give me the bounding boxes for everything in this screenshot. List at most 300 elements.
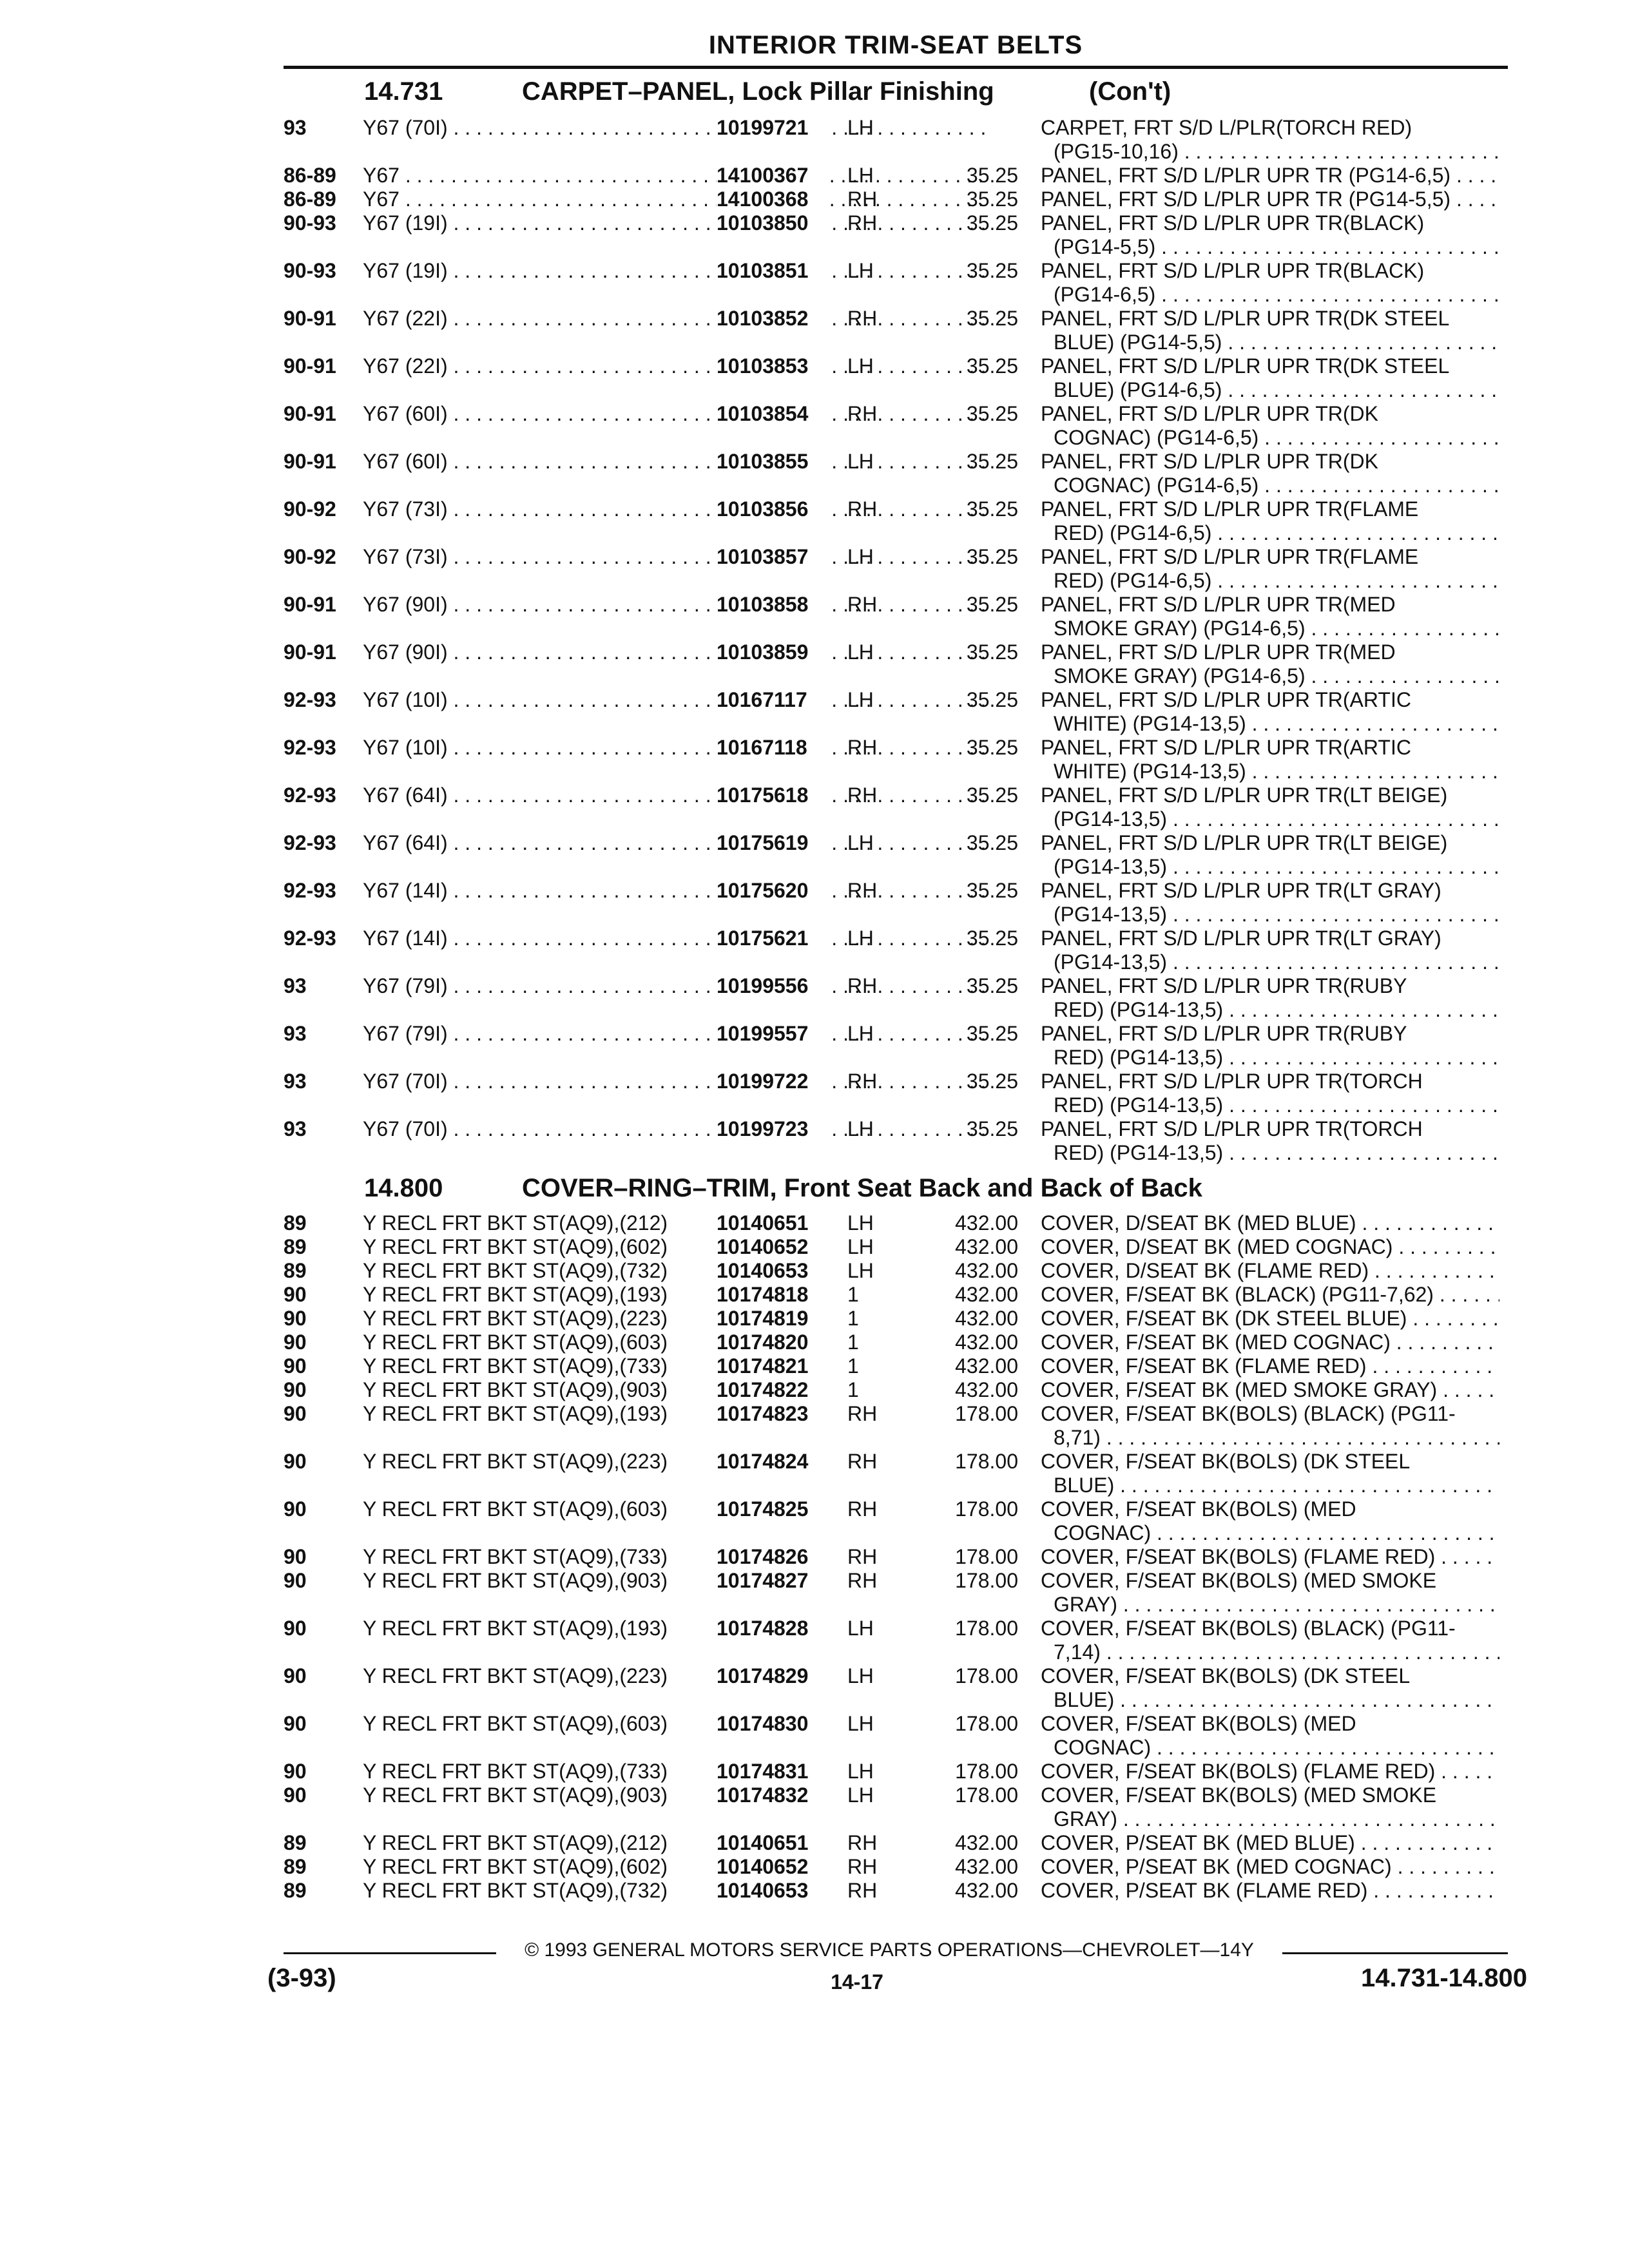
description-line-1: COVER, F/SEAT BK (MED SMOKE GRAY) . . . [1041, 1378, 1499, 1402]
model-year: 93 [284, 1117, 307, 1140]
part-number: 10103850 [717, 211, 830, 235]
part-number: 10175620 [717, 879, 830, 903]
usage-code: Y RECL FRT BKT ST(AQ9),(903) [363, 1783, 668, 1807]
description-line-2: 7,14) . . . [1041, 1640, 1499, 1664]
part-description [1041, 1855, 1499, 1879]
model-year: 92-93 [284, 831, 336, 854]
description-line-2: RED) (PG14-13,5) . . . [1041, 1046, 1499, 1070]
table-row [284, 1617, 1521, 1664]
usage-code: Y RECL FRT BKT ST(AQ9),(903) [363, 1569, 668, 1592]
price: 35.25 [966, 640, 1018, 664]
table-row [284, 1569, 1521, 1617]
description-line-1: PANEL, FRT S/D L/PLR UPR TR(RUBY [1041, 1022, 1407, 1045]
usage-code: Y RECL FRT BKT ST(AQ9),(603) [363, 1497, 668, 1521]
description-line-1: PANEL, FRT S/D L/PLR UPR TR(MED [1041, 593, 1396, 616]
description-line-2: (PG15-10,16) . . . [1041, 140, 1499, 164]
usage-code: Y RECL FRT BKT ST(AQ9),(603) [363, 1331, 668, 1354]
quantity: LH [847, 1022, 874, 1045]
part-number: 10167118 [717, 736, 830, 760]
part-description [1041, 1879, 1499, 1903]
description-line-2: (PG14-13,5) . . . [1041, 903, 1499, 927]
quantity: RH [847, 879, 878, 902]
description-line-1: PANEL, FRT S/D L/PLR UPR TR(FLAME [1041, 497, 1419, 521]
usage-code: Y67 . . . [363, 187, 985, 211]
description-line-1: PANEL, FRT S/D L/PLR UPR TR(LT BEIGE) [1041, 783, 1448, 807]
part-description [1041, 1783, 1499, 1831]
usage-code: Y67 (79I) . . . [363, 1022, 985, 1046]
description-line-1: COVER, F/SEAT BK (BLACK) (PG11-7,62) . . . [1041, 1283, 1499, 1307]
quantity: RH [847, 307, 878, 330]
price: 432.00 [955, 1235, 1018, 1258]
part-description [1041, 688, 1499, 736]
part-description [1041, 974, 1499, 1022]
description-line-1: PANEL, FRT S/D L/PLR UPR TR(LT BEIGE) [1041, 831, 1448, 854]
table-row [284, 1783, 1521, 1831]
table-row [284, 1307, 1521, 1331]
price: 35.25 [966, 497, 1018, 521]
part-description [1041, 259, 1499, 307]
description-line-2: RED) (PG14-13,5) . . . [1041, 1093, 1499, 1117]
model-year: 93 [284, 1022, 307, 1045]
part-description [1041, 116, 1499, 164]
price: 432.00 [955, 1307, 1018, 1330]
part-description [1041, 1354, 1499, 1378]
description-line-1: PANEL, FRT S/D L/PLR UPR TR(TORCH [1041, 1070, 1423, 1093]
footer-page-number: 14-17 [831, 1970, 883, 1994]
description-line-2: 8,71) . . . [1041, 1426, 1499, 1450]
quantity: RH [847, 1070, 878, 1093]
price: 35.25 [966, 354, 1018, 378]
part-number: 10175621 [717, 927, 830, 950]
price: 178.00 [955, 1545, 1018, 1568]
table-row [284, 354, 1521, 402]
part-description [1041, 1450, 1499, 1497]
usage-code: Y67 (14I) . . . [363, 879, 985, 903]
model-year: 89 [284, 1259, 307, 1282]
part-number: 10174830 [717, 1712, 830, 1736]
model-year: 90-91 [284, 307, 336, 330]
quantity: RH [847, 736, 878, 759]
table-row [284, 1283, 1521, 1307]
description-line-2: COGNAC) . . . [1041, 1521, 1499, 1545]
usage-code: Y67 (60I) . . . [363, 450, 985, 474]
quantity: RH [847, 1879, 878, 1902]
part-description [1041, 1307, 1499, 1331]
usage-code: Y RECL FRT BKT ST(AQ9),(212) [363, 1211, 668, 1235]
part-number: 10174823 [717, 1402, 830, 1426]
description-line-1: COVER, F/SEAT BK (MED COGNAC) . . . [1041, 1331, 1499, 1354]
usage-code: Y RECL FRT BKT ST(AQ9),(903) [363, 1378, 668, 1401]
description-line-1: PANEL, FRT S/D L/PLR UPR TR(MED [1041, 640, 1396, 664]
table-row [284, 1378, 1521, 1402]
price: 432.00 [955, 1879, 1018, 1902]
part-description [1041, 1283, 1499, 1307]
model-year: 86-89 [284, 187, 336, 211]
part-description [1041, 1760, 1499, 1783]
usage-code: Y RECL FRT BKT ST(AQ9),(732) [363, 1879, 668, 1902]
quantity: RH [847, 1450, 878, 1473]
quantity: 1 [847, 1354, 859, 1378]
table-row [284, 1879, 1521, 1903]
table-row [284, 831, 1521, 879]
usage-code: Y67 (70I) . . . [363, 1117, 985, 1141]
description-line-2: RED) (PG14-13,5) . . . [1041, 998, 1499, 1022]
description-line-2: WHITE) (PG14-13,5) . . . [1041, 712, 1499, 736]
part-number: 10140652 [717, 1235, 830, 1259]
description-line-1: COVER, F/SEAT BK(BOLS) (DK STEEL [1041, 1450, 1411, 1473]
usage-code: Y67 . . . [363, 164, 985, 187]
quantity: 1 [847, 1283, 859, 1306]
model-year: 90-91 [284, 354, 336, 378]
description-line-1: COVER, F/SEAT BK(BOLS) (FLAME RED) . . . [1041, 1545, 1499, 1569]
price: 35.25 [966, 1070, 1018, 1093]
model-year: 90 [284, 1378, 307, 1401]
description-line-1: PANEL, FRT S/D L/PLR UPR TR(DK STEEL [1041, 307, 1450, 330]
table-row [284, 402, 1521, 450]
table-row [284, 1117, 1521, 1165]
usage-code: Y67 (60I) . . . [363, 402, 985, 426]
description-line-1: COVER, D/SEAT BK (MED BLUE) . . . [1041, 1211, 1499, 1235]
description-line-1: PANEL, FRT S/D L/PLR UPR TR(BLACK) [1041, 259, 1425, 282]
part-number: 14100367 [717, 164, 830, 187]
description-line-1: PANEL, FRT S/D L/PLR UPR TR(LT GRAY) [1041, 879, 1441, 902]
description-line-1: COVER, F/SEAT BK(BOLS) (MED [1041, 1712, 1356, 1735]
description-line-1: COVER, F/SEAT BK(BOLS) (DK STEEL [1041, 1664, 1411, 1687]
model-year: 89 [284, 1831, 307, 1854]
description-line-1: PANEL, FRT S/D L/PLR UPR TR(DK [1041, 450, 1378, 473]
description-line-2: GRAY) . . . [1041, 1593, 1499, 1617]
quantity: RH [847, 211, 878, 235]
model-year: 90 [284, 1712, 307, 1735]
usage-code: Y67 (10I) . . . [363, 736, 985, 760]
part-description [1041, 497, 1499, 545]
table-row [284, 211, 1521, 259]
description-line-2: (PG14-13,5) . . . [1041, 950, 1499, 974]
description-line-1: COVER, F/SEAT BK(BOLS) (MED SMOKE [1041, 1569, 1437, 1592]
price: 432.00 [955, 1378, 1018, 1401]
usage-code: Y RECL FRT BKT ST(AQ9),(223) [363, 1450, 668, 1473]
quantity: LH [847, 1760, 874, 1783]
quantity: LH [847, 164, 874, 187]
usage-code: Y RECL FRT BKT ST(AQ9),(603) [363, 1712, 668, 1735]
part-description [1041, 1664, 1499, 1712]
price: 432.00 [955, 1283, 1018, 1306]
part-description [1041, 1022, 1499, 1070]
quantity: LH [847, 259, 874, 282]
quantity: RH [847, 1497, 878, 1521]
part-number: 10174819 [717, 1307, 830, 1331]
model-year: 90 [284, 1569, 307, 1592]
usage-code: Y RECL FRT BKT ST(AQ9),(733) [363, 1760, 668, 1783]
description-line-1: COVER, F/SEAT BK(BOLS) (MED SMOKE [1041, 1783, 1437, 1807]
price: 178.00 [955, 1712, 1018, 1735]
model-year: 90-93 [284, 211, 336, 235]
part-description [1041, 1211, 1499, 1235]
part-number: 10140652 [717, 1855, 830, 1879]
part-description [1041, 545, 1499, 593]
usage-code: Y67 (64I) . . . [363, 783, 985, 807]
usage-code: Y RECL FRT BKT ST(AQ9),(733) [363, 1354, 668, 1378]
description-line-2: RED) (PG14-6,5) . . . [1041, 521, 1499, 545]
quantity: LH [847, 1664, 874, 1687]
price: 432.00 [955, 1831, 1018, 1854]
description-line-1: PANEL, FRT S/D L/PLR UPR TR(DK STEEL [1041, 354, 1450, 378]
table-row [284, 1354, 1521, 1378]
table-row [284, 1070, 1521, 1117]
usage-code: Y67 (90I) . . . [363, 640, 985, 664]
part-number: 10199723 [717, 1117, 830, 1141]
description-line-1: COVER, D/SEAT BK (FLAME RED) . . . [1041, 1259, 1499, 1283]
description-line-2: GRAY) . . . [1041, 1807, 1499, 1831]
model-year: 90-91 [284, 450, 336, 473]
price: 432.00 [955, 1331, 1018, 1354]
table-row [284, 1402, 1521, 1450]
part-number: 10175618 [717, 783, 830, 807]
price: 35.25 [966, 307, 1018, 330]
quantity: RH [847, 1831, 878, 1854]
model-year: 89 [284, 1855, 307, 1878]
price: 178.00 [955, 1450, 1018, 1473]
part-description [1041, 879, 1499, 927]
description-line-2: SMOKE GRAY) (PG14-6,5) . . . [1041, 617, 1499, 640]
description-line-1: COVER, P/SEAT BK (FLAME RED) . . . [1041, 1879, 1499, 1903]
usage-code: Y67 (73I) . . . [363, 545, 985, 569]
quantity: LH [847, 927, 874, 950]
price: 35.25 [966, 974, 1018, 997]
model-year: 90-92 [284, 545, 336, 568]
table-row [284, 164, 1521, 187]
table-row [284, 1235, 1521, 1259]
usage-code: Y RECL FRT BKT ST(AQ9),(602) [363, 1235, 668, 1258]
model-year: 90 [284, 1307, 307, 1330]
quantity: RH [847, 1855, 878, 1878]
quantity: RH [847, 1545, 878, 1568]
description-line-2: SMOKE GRAY) (PG14-6,5) . . . [1041, 664, 1499, 688]
part-description [1041, 1402, 1499, 1450]
description-line-2: (PG14-6,5) . . . [1041, 283, 1499, 307]
table-row [284, 593, 1521, 640]
footer-date-code: (3-93) [267, 1964, 336, 1992]
quantity: LH [847, 354, 874, 378]
usage-code: Y RECL FRT BKT ST(AQ9),(602) [363, 1855, 668, 1878]
part-description [1041, 640, 1499, 688]
table-row [284, 688, 1521, 736]
description-line-1: COVER, D/SEAT BK (MED COGNAC) . . . [1041, 1235, 1499, 1259]
page-title: INTERIOR TRIM-SEAT BELTS [708, 31, 1083, 59]
table-row [284, 879, 1521, 927]
table-row [284, 1022, 1521, 1070]
part-number: 10174826 [717, 1545, 830, 1569]
model-year: 90 [284, 1617, 307, 1640]
description-line-2: COGNAC) . . . [1041, 1736, 1499, 1760]
section-heading-14800 [284, 1174, 1508, 1211]
part-number: 10174818 [717, 1283, 830, 1307]
description-line-1: COVER, F/SEAT BK(BOLS) (FLAME RED) . . . [1041, 1760, 1499, 1783]
part-number: 10174828 [717, 1617, 830, 1640]
part-number: 10174822 [717, 1378, 830, 1402]
model-year: 89 [284, 1879, 307, 1902]
model-year: 90-91 [284, 402, 336, 425]
price: 35.25 [966, 402, 1018, 425]
quantity: LH [847, 1712, 874, 1735]
part-number: 10103859 [717, 640, 830, 664]
description-line-1: CARPET, FRT S/D L/PLR(TORCH RED) [1041, 116, 1412, 139]
price: 432.00 [955, 1211, 1018, 1235]
table-row [284, 187, 1521, 211]
table-row [284, 1259, 1521, 1283]
usage-code: Y67 (22I) . . . [363, 307, 985, 331]
description-line-2: (PG14-5,5) . . . [1041, 235, 1499, 259]
part-number: 14100368 [717, 187, 830, 211]
part-description [1041, 1569, 1499, 1617]
quantity: LH [847, 831, 874, 854]
description-line-2: WHITE) (PG14-13,5) . . . [1041, 760, 1499, 783]
quantity: LH [847, 1617, 874, 1640]
description-line-1: PANEL, FRT S/D L/PLR UPR TR (PG14-6,5) . . . [1041, 164, 1499, 187]
quantity: LH [847, 640, 874, 664]
description-line-1: PANEL, FRT S/D L/PLR UPR TR(TORCH [1041, 1117, 1423, 1140]
description-line-1: PANEL, FRT S/D L/PLR UPR TR(DK [1041, 402, 1378, 425]
usage-code: Y RECL FRT BKT ST(AQ9),(732) [363, 1259, 668, 1282]
model-year: 90 [284, 1497, 307, 1521]
part-number: 10167117 [717, 688, 830, 712]
usage-code: Y67 (22I) . . . [363, 354, 985, 378]
usage-code: Y67 (10I) . . . [363, 688, 985, 712]
usage-code: Y RECL FRT BKT ST(AQ9),(193) [363, 1283, 668, 1306]
model-year: 90 [284, 1402, 307, 1425]
price: 35.25 [966, 1117, 1018, 1140]
part-description [1041, 1331, 1499, 1354]
table-row [284, 450, 1521, 497]
description-line-2: BLUE) (PG14-6,5) . . . [1041, 378, 1499, 402]
description-line-1: PANEL, FRT S/D L/PLR UPR TR(BLACK) [1041, 211, 1425, 235]
model-year: 90 [284, 1664, 307, 1687]
footer-rule-left [284, 1952, 496, 1954]
model-year: 93 [284, 116, 307, 139]
part-description [1041, 1712, 1499, 1760]
parts-list-14731 [284, 116, 1521, 1165]
section-title: COVER–RING–TRIM, Front Seat Back and Back of Back [522, 1174, 1202, 1202]
description-line-1: PANEL, FRT S/D L/PLR UPR TR (PG14-5,5) . . . [1041, 187, 1499, 211]
parts-list-14800 [284, 1211, 1521, 1903]
part-number: 10103852 [717, 307, 830, 331]
table-row [284, 736, 1521, 783]
description-line-1: PANEL, FRT S/D L/PLR UPR TR(ARTIC [1041, 688, 1411, 711]
model-year: 90 [284, 1760, 307, 1783]
table-row [284, 1497, 1521, 1545]
table-row [284, 545, 1521, 593]
price: 35.25 [966, 879, 1018, 902]
description-line-1: COVER, F/SEAT BK (FLAME RED) . . . [1041, 1354, 1499, 1378]
footer-copyright: © 1993 GENERAL MOTORS SERVICE PARTS OPERATIONS—CHEVROLET—14Y [525, 1939, 1254, 1961]
price: 35.25 [966, 831, 1018, 854]
price: 35.25 [966, 927, 1018, 950]
part-number: 10103853 [717, 354, 830, 378]
model-year: 92-93 [284, 688, 336, 711]
part-number: 10174832 [717, 1783, 830, 1807]
quantity: LH [847, 1259, 874, 1282]
description-line-2: (PG14-13,5) . . . [1041, 855, 1499, 879]
description-line-1: PANEL, FRT S/D L/PLR UPR TR(ARTIC [1041, 736, 1411, 759]
description-line-1: COVER, F/SEAT BK (DK STEEL BLUE) . . . [1041, 1307, 1499, 1331]
part-number: 10174827 [717, 1569, 830, 1593]
quantity: RH [847, 1402, 878, 1425]
description-line-1: PANEL, FRT S/D L/PLR UPR TR(FLAME [1041, 545, 1419, 568]
usage-code: Y67 (64I) . . . [363, 831, 985, 855]
table-row [284, 1855, 1521, 1879]
description-line-2: (PG14-13,5) . . . [1041, 807, 1499, 831]
part-number: 10174825 [717, 1497, 830, 1521]
part-description [1041, 1070, 1499, 1117]
table-row [284, 974, 1521, 1022]
quantity: LH [847, 1235, 874, 1258]
quantity: RH [847, 187, 878, 211]
price: 432.00 [955, 1259, 1018, 1282]
part-description [1041, 402, 1499, 450]
description-line-1: COVER, F/SEAT BK(BOLS) (BLACK) (PG11- [1041, 1617, 1456, 1640]
model-year: 92-93 [284, 879, 336, 902]
table-row [284, 1712, 1521, 1760]
usage-code: Y RECL FRT BKT ST(AQ9),(223) [363, 1307, 668, 1330]
part-number: 10174831 [717, 1760, 830, 1783]
usage-code: Y67 (14I) . . . [363, 927, 985, 950]
model-year: 90-91 [284, 593, 336, 616]
table-row [284, 116, 1521, 164]
part-number: 10140653 [717, 1259, 830, 1283]
part-number: 10174824 [717, 1450, 830, 1474]
part-number: 10103855 [717, 450, 830, 474]
part-description [1041, 1378, 1499, 1402]
table-row [284, 1331, 1521, 1354]
part-description [1041, 307, 1499, 354]
price: 35.25 [966, 736, 1018, 759]
quantity: RH [847, 1569, 878, 1592]
model-year: 90 [284, 1545, 307, 1568]
table-row [284, 1545, 1521, 1569]
table-row [284, 640, 1521, 688]
table-row [284, 783, 1521, 831]
quantity: RH [847, 783, 878, 807]
table-row [284, 1760, 1521, 1783]
description-line-2: BLUE) . . . [1041, 1474, 1499, 1497]
part-number: 10199722 [717, 1070, 830, 1093]
usage-code: Y67 (73I) . . . [363, 497, 985, 521]
quantity: 1 [847, 1378, 859, 1401]
description-line-2: COGNAC) (PG14-6,5) . . . [1041, 474, 1499, 497]
part-description [1041, 187, 1499, 211]
price: 178.00 [955, 1497, 1018, 1521]
usage-code: Y67 (90I) . . . [363, 593, 985, 617]
part-description [1041, 1545, 1499, 1569]
part-number: 10140651 [717, 1211, 830, 1235]
price: 178.00 [955, 1760, 1018, 1783]
quantity: LH [847, 688, 874, 711]
description-line-2: RED) (PG14-6,5) . . . [1041, 569, 1499, 593]
part-description [1041, 927, 1499, 974]
model-year: 90-91 [284, 640, 336, 664]
price: 178.00 [955, 1402, 1018, 1425]
part-description [1041, 1259, 1499, 1283]
part-description [1041, 736, 1499, 783]
model-year: 93 [284, 1070, 307, 1093]
part-number: 10103851 [717, 259, 830, 283]
model-year: 90-92 [284, 497, 336, 521]
part-description [1041, 1497, 1499, 1545]
description-line-2: BLUE) . . . [1041, 1688, 1499, 1712]
part-description [1041, 1831, 1499, 1855]
model-year: 90 [284, 1783, 307, 1807]
price: 35.25 [966, 259, 1018, 282]
